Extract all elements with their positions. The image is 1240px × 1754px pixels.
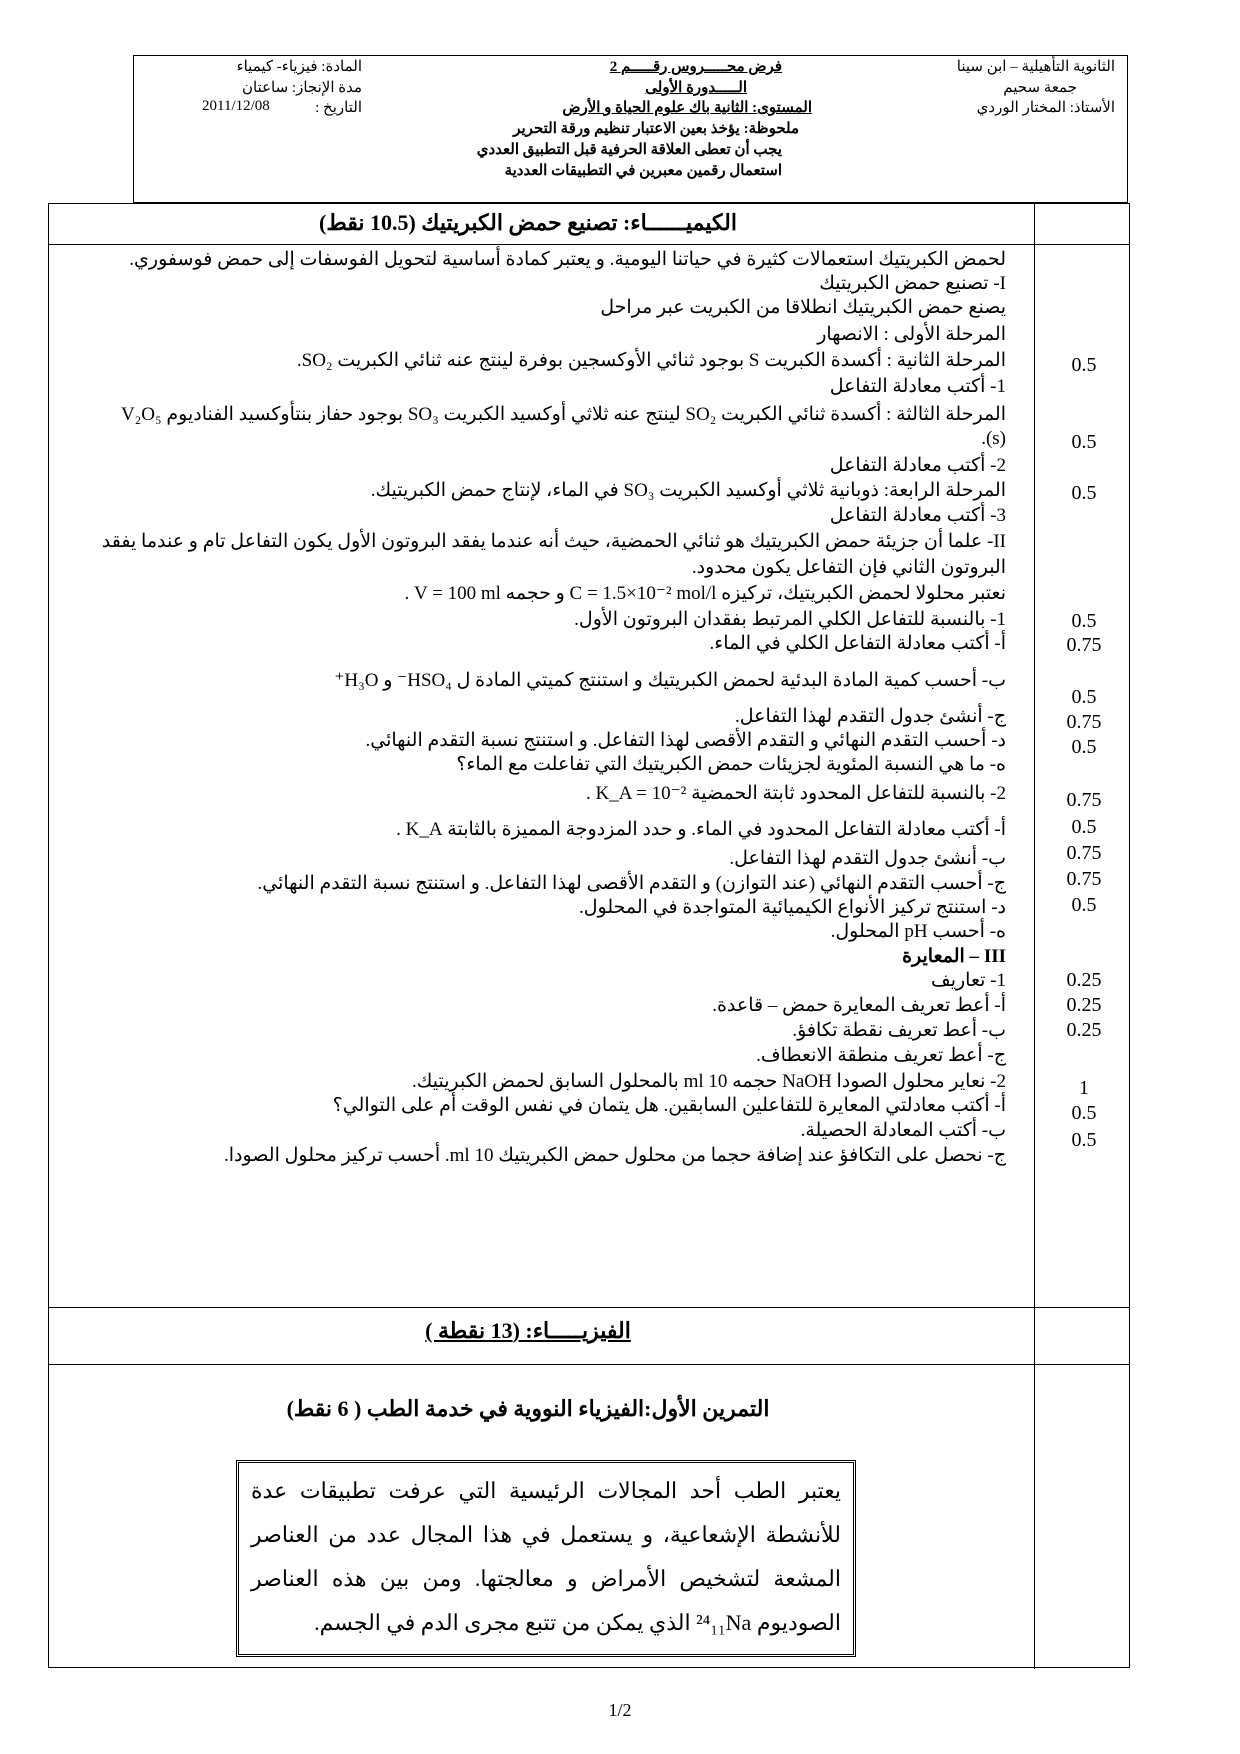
exam-level: المستوى: الثانية باك علوم الحياة و الأرض: [562, 100, 812, 116]
page-number: 1/2: [608, 1700, 632, 1720]
physics-title: الفيزيـــــاء: (13 نقطة ): [425, 1318, 631, 1343]
exam-header: [133, 55, 1128, 203]
question: 2- بالنسبة للتفاعل المحدود ثابتة الحمضية K_A = 10⁻² .: [585, 783, 1006, 804]
score: 1: [1079, 1077, 1089, 1099]
question: أ- أكتب معادلة التفاعل المحدود في الماء. و حدد المزدوجة المميزة بالثابتة K_A .: [396, 819, 1006, 840]
exam-date: 2011/12/08: [202, 98, 270, 114]
question: ه- ما هي النسبة المئوية لجزيئات حمض الكبريتيك التي تفاعلت مع الماء؟: [456, 754, 1006, 775]
score: 0.5: [1071, 610, 1097, 632]
chemistry-title: الكيميــــــاء: تصنيع حمض الكبريتيك (10.5 نقط): [319, 210, 737, 235]
score: 0.75: [1066, 789, 1102, 811]
score: 0.25: [1066, 1019, 1102, 1041]
municipality: جمعة سحيم: [1003, 80, 1077, 96]
solution-data: نعتبر محلولا لحمض الكبريتيك، تركيزه C = 1.5×10⁻² mol/l و حجمه V = 100 ml .: [404, 583, 1006, 604]
question: 3- أكتب معادلة التفاعل: [829, 505, 1006, 526]
question: 1- أكتب معادلة التفاعل: [829, 376, 1006, 397]
question: ب- أعط تعريف نقطة تكافؤ.: [792, 1020, 1006, 1041]
part2-intro: II- علما أن جزيئة حمض الكبريتيك هو ثنائي الحمضية، حيث أنه عندما يفقد البروتون الأول يكون التفاعل تام و عندما يفقد البروتون الثاني فإن التفاعل يكون محدود.: [101, 531, 1006, 578]
question: ج- أحسب التقدم النهائي (عند التوازن) و التقدم الأقصى لهذا التفاعل. و استنتج نسبة التقدم النهائي.: [257, 873, 1006, 894]
intro-text: يعتبر الطب أحد المجالات الرئيسية التي عرفت تطبيقات عدة للأنشطة الإشعاعية، و يستعمل في هذا المجال عدد من العناصر المشعة لتشخيص الأمراض و معالجتها. ومن بين هذه العناصر الصوديوم ²⁴₁₁Na الذي يمكن من تتبع مجرى الدم في الجسم.: [251, 1478, 841, 1635]
stage-3: المرحلة الثالثة : أكسدة ثنائي الكبريت SO₂ لينتج عنه ثلاثي أوكسيد الكبريت SO₃ بوجود حفاز بنتأوكسيد الفناديوم V₂O₅: [120, 404, 1006, 425]
score-column-divider: [1034, 204, 1035, 1669]
score: 0.5: [1071, 1129, 1097, 1151]
question: ب- أكتب المعادلة الحصيلة.: [800, 1120, 1006, 1141]
question: د- استنتج تركيز الأنواع الكيميائية المتواجدة في المحلول.: [578, 897, 1006, 918]
question: أ- أكتب معادلتي المعايرة للتفاعلين السابقين. هل يتمان في نفس الوقت أم على التوالي؟: [332, 1095, 1006, 1116]
question: 1- تعاريف: [931, 970, 1006, 991]
score: 0.5: [1071, 431, 1097, 453]
paragraph: يصنع حمض الكبريتيك انطلاقا من الكبريت عبر مراحل: [600, 297, 1006, 318]
question: 2- نعاير محلول الصودا NaOH حجمه 10 ml بالمحلول السابق لحمض الكبريتيك.: [412, 1071, 1006, 1092]
part1-title: I- تصنيع حمض الكبريتيك: [819, 273, 1006, 294]
exam-title: فرض محـــــروس رقـــــم 2: [609, 59, 782, 75]
exam-session: الـــــدورة الأولى: [645, 80, 747, 96]
question: ج- نحصل على التكافؤ عند إضافة حجما من محلول حمض الكبريتيك 10 ml. أحسب تركيز محلول الصودا.: [224, 1145, 1006, 1166]
question: أ- أعط تعريف المعايرة حمض – قاعدة.: [712, 995, 1006, 1016]
stage-1: المرحلة الأولى : الانصهار: [817, 324, 1006, 345]
score: 0.75: [1066, 868, 1102, 890]
stage-3-end: (s).: [981, 428, 1006, 449]
score: 0.75: [1066, 842, 1102, 864]
score: 0.5: [1071, 482, 1097, 504]
question: 1- بالنسبة للتفاعل الكلي المرتبط بفقدان البروتون الأول.: [574, 609, 1006, 630]
question: د- أحسب التقدم النهائي و التقدم الأقصى لهذا التفاعل. و استنتج نسبة التقدم النهائي.: [365, 730, 1006, 751]
stage-2: المرحلة الثانية : أكسدة الكبريت S بوجود ثنائي الأوكسجين بوفرة لينتج عنه ثنائي الكبريت SO₂.: [296, 350, 1006, 371]
part3-title: III – المعايرة: [902, 946, 1006, 967]
score: 0.75: [1066, 634, 1102, 656]
note-3: استعمال رقمين معبرين في التطبيقات العددية: [504, 163, 782, 179]
score: 0.25: [1066, 994, 1102, 1016]
stage-4: المرحلة الرابعة: ذوبانية ثلاثي أوكسيد الكبريت SO₃ في الماء، لإنتاج حمض الكبريتيك.: [370, 480, 1006, 501]
question: ه- أحسب pH المحلول.: [830, 921, 1006, 942]
question: ج- أعط تعريف منطقة الانعطاف.: [756, 1045, 1006, 1066]
chem-intro: لحمض الكبريتيك استعمالات كثيرة في حياتنا اليومية. و يعتبر كمادة أساسية لتحويل الفوسفات إلى حمض فوسفوري.: [129, 249, 1006, 270]
date-label: التاريخ :: [315, 100, 362, 116]
score: 0.5: [1071, 686, 1097, 708]
exam-body-frame: [48, 203, 1130, 1668]
teacher-name: الأستاذ: المختار الوردي: [976, 100, 1115, 116]
score: 0.5: [1071, 354, 1097, 376]
subject: المادة: فيزياء- كيمياء: [236, 59, 362, 75]
score: 0.5: [1071, 1102, 1097, 1124]
score: 0.25: [1066, 969, 1102, 991]
question: ب- أحسب كمية المادة البدئية لحمض الكبريتيك و استنتج كميتي المادة ل HSO₄⁻ و H₃O⁺: [334, 670, 1006, 691]
school-name: الثانوية التأهيلية – ابن سينا: [956, 59, 1115, 75]
score: 0.5: [1071, 816, 1097, 838]
exercise-1-title: التمرين الأول:الفيزياء النووية في خدمة الطب ( 6 نقط): [286, 1396, 770, 1421]
score: 0.75: [1066, 711, 1102, 733]
note-2: يجب أن تعطى العلاقة الحرفية قبل التطبيق العددي: [476, 142, 782, 158]
divider: [49, 1307, 1129, 1308]
divider: [49, 1364, 1129, 1365]
intro-textbox: [236, 1460, 856, 1657]
question: أ- أكتب معادلة التفاعل الكلي في الماء.: [709, 633, 1006, 654]
duration: مدة الإنجاز: ساعتان: [241, 80, 362, 96]
question: ب- أنشئ جدول التقدم لهذا التفاعل.: [729, 848, 1006, 869]
score: 0.5: [1071, 894, 1097, 916]
score: 0.5: [1071, 736, 1097, 758]
question: 2- أكتب معادلة التفاعل: [829, 455, 1006, 476]
divider: [49, 244, 1129, 245]
question: ج- أنشئ جدول التقدم لهذا التفاعل.: [734, 706, 1006, 727]
note-1: ملحوظة: يؤخذ بعين الاعتبار تنظيم ورقة التحرير: [513, 121, 799, 137]
